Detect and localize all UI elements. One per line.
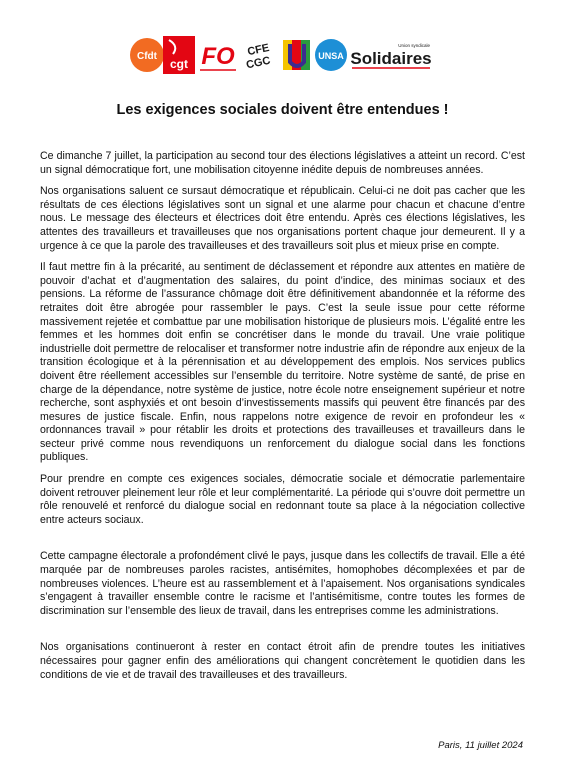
cfe-cgc-logo-top: CFE: [246, 41, 271, 59]
colorful-union-mark-logo: [280, 34, 314, 76]
solidaires-logo-text: Solidaires: [350, 49, 432, 68]
fo-logo: [196, 34, 240, 76]
cfe-cgc-logo: [240, 34, 278, 76]
document-body: [40, 150, 525, 690]
unsa-logo-text: UNSA: [318, 51, 344, 61]
solidaires-logo: [348, 34, 434, 76]
paragraph-1: Ce dimanche 7 juillet, la participation au second tour des élections législatives a atteint un record. C’est un signal démocratique fort, une mobilisation citoyenne inédite depuis de nombreuses années.: [40, 150, 525, 176]
cgt-logo-text: cgt: [170, 57, 188, 71]
cfdt-logo: [130, 34, 164, 76]
paragraph-2: Nos organisations saluent ce sursaut démocratique et républicain. Celui-ci ne doit pas cacher que les résultats de ces élections législatives sont un signal et une alarme pour chacun et chacune d’entre nous. Le message des électeurs et électrices doit être entendu. Après ces élections législatives, les attentes des travailleurs et travailleuses que nos organisations portent chaque jour demeurent. Il y a urgence à ce que la parole des travailleuses et des travailleurs soit plus et mieux prise en compte.: [40, 185, 525, 252]
paragraph-4: Pour prendre en compte ces exigences sociales, démocratie sociale et démocratie parlementaire doivent retrouver pleinement leur rôle et leur complémentarité. La période qui s’ouvre doit permettre un rôle renouvelé et renforcé du dialogue social en redonnant toute sa place à la négociation collective entre acteurs sociaux.: [40, 473, 525, 526]
unsa-logo: [314, 34, 348, 76]
cfdt-logo-text: Cfdt: [137, 51, 157, 62]
signature-date: Paris, 11 juillet 2024: [438, 740, 523, 751]
paragraph-6: Nos organisations continueront à rester en contact étroit afin de prendre toutes les initiatives nécessaires pour gagner enfin des améliorations qui changent concrètement le quotidien dans les conditions de vie et de travail des travailleuses et des travailleurs.: [40, 641, 525, 681]
solidaires-logo-small: Union syndicale: [398, 43, 430, 48]
document-title: Les exigences sociales doivent être entendues !: [116, 102, 449, 118]
cfe-cgc-logo-bottom: CGC: [245, 54, 272, 72]
paragraph-5: Cette campagne électorale a profondément clivé le pays, jusque dans les collectifs de travail. Elle a été marquée par de nombreuses paroles racistes, antisémites, homophobes décomplexées et par de nombreuses violences. L’heure est au rassemblement et à l’apaisement. Nos organisations syndicales s’engagent à travailler ensemble contre le racisme et l’antisémitisme, contre toutes les formes de discrimination sur l’ensemble des lieux de travail, dans les entreprises comme les administrations.: [40, 550, 525, 617]
cgt-logo: [163, 34, 195, 76]
fo-logo-text: FO: [201, 43, 235, 70]
union-logos-banner: [130, 34, 434, 76]
paragraph-3: Il faut mettre fin à la précarité, au sentiment de déclassement et répondre aux attentes en matière de pouvoir d’achat et d’augmentation des salaires, du point d’indice, des minimas sociaux et des pensions. La réforme de l’assurance chômage doit être définitivement abandonnée et la réforme des retraites doit être abrogée pour rassembler le pays. C’est la seule issue pour cette réforme massivement rejetée et combattue par une mobilisation historique de plusieurs mois. L’égalité entre les femmes et les hommes doit enfin se concrétiser dans le monde du travail. Une vraie politique industrielle doit permettre de relocaliser et transformer notre industrie afin de répondre aux enjeux de la transition écologique et à la pérennisation et au développement des emplois. Nos services publics doivent être réellement accessibles sur l’ensemble du territoire. Notre système de santé, de prise en charge de la dépendance, notre système de justice, notre école notre enseignement supérieur et notre recherche, sont asphyxiés et ont besoin d’investissements massifs qui peuvent être financés par des mesures de justice fiscale. Enfin, nous rappelons notre exigence de revoir en profondeur les « ordonnances travail » pour rétablir les droits et protections des travailleuses et travailleurs dans le secteur privé comme nous revendiquons un renforcement du dialogue social dans les fonctions publiques.: [40, 261, 525, 464]
